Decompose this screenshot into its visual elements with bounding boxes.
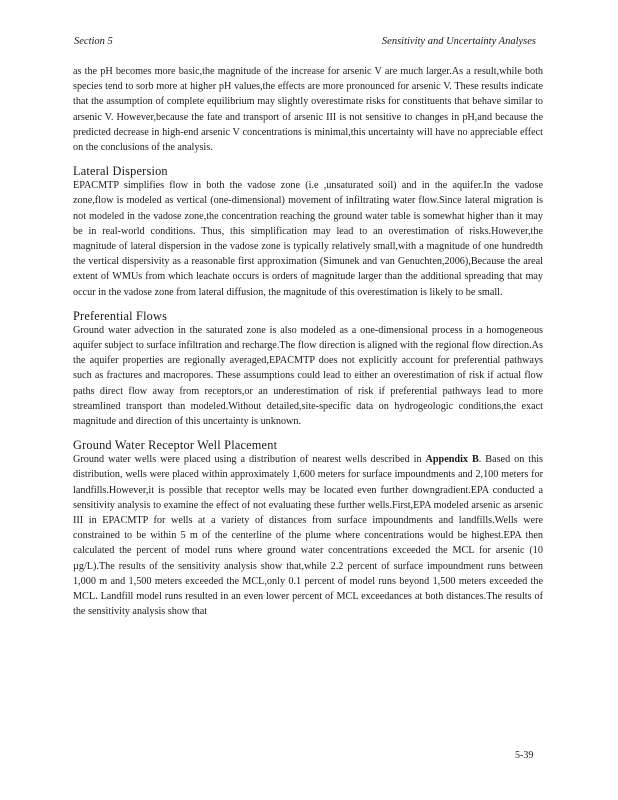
intro-paragraph: as the pH becomes more basic,the magnitude of the increase for arsenic V are much larger.As a result,while both species tend to sorb more at higher pH values,the effects are more pronounced for arsenic V. These results indicate that the assumption of complete equilibrium may slightly overestimate risks for constituents that behave similar to arsenic V. However,because the fate and transport of arsenic III is not sensitive to changes in pH,and because the predicted decrease in high-end arsenic V concentrations is minimal,this uncertainty will have no appreciable effect on the conclusions of the analysis. [73,66,543,154]
receptor-well-paragraph [73,452,543,619]
receptor-well-heading: Ground Water Receptor Well Placement [73,438,278,453]
lateral-dispersion-paragraph: EPACMTP simplifies flow in both the vadose zone (i.e ,unsaturated soil) and in the aquifer.In the vadose zone,flow is modeled as vertical (one-dimensional) movement of infiltrating water flow.Since lateral migration is not modeled in the vadose zone,the concentration reaching the ground water table is somewhat higher than it may be in real-world conditions. Thus, this simplification may lead to an overestimation of risks.However,the magnitude of lateral dispersion in the vadose zone is typically relatively small,with a magnitude of one hundredth the vertical dispersivity as a reasonable first approximation (Simunek and van Genuchten,2006),Because the areal extent of WMUs from which leachate occurs is orders of magnitude larger than the additional spreading that may occur in the vadose zone from lateral diffusion, the magnitude of this overestimation is likely to be small. [73,180,543,298]
header-title: Sensitivity and Uncertainty Analyses [381,36,536,47]
lateral-dispersion-heading: Lateral Dispersion [73,164,168,179]
receptor-well-text-before: Ground water wells were placed using a distribution of nearest wells described in [73,454,426,466]
page-header [74,36,536,52]
receptor-well-text-after: . Based on this distribution, wells were placed within approximately 1,600 meters for surface impoundments and 2,100 meters for landfills.However,it is possible that receptor wells may be located even further downgradient.EPA conducted a sensitivity analysis to examine the effect of not evaluating these further wells.First,EPA modeled arsenic as arsenic III in EPACMTP for wells at a variety of distances from surface impoundments and landfills.Wells were constrained to be within 5 m of the centerline of the plume where concentrations would be highest.EPA then calculated the percent of model runs where ground water concentrations exceeded the MCL for arsenic (10 µg/L).The results of the sensitivity analysis show that,while 2.2 percent of surface impoundment runs between 1,000 m and 1,500 meters exceeded the MCL,only 0.1 percent of model runs beyond 1,500 meters exceeded the MCL. Landfill model runs resulted in an even lower percent of MCL exceedances at both distances.The results of the sensitivity analysis show that [73,454,544,618]
preferential-flows-heading: Preferential Flows [73,308,168,323]
page-number: 5-39 [515,750,534,761]
preferential-flows-paragraph: Ground water advection in the saturated zone is also modeled as a one-dimensional process in a homogeneous aquifer subject to surface infiltration and recharge.The flow direction is aligned with the regional flow direction.As the aquifer properties are regionally averaged,EPACMTP does not explicitly account for preferential pathways such as fractures and macropores. These assumptions could lead to either an overestimation of risk if actual flow paths direct flow away from receptors,or an underestimation of risk if preferential pathways lead to more streamlined transport than modeled.Without detailed,site-specific data on hydrogeologic conditions,the exact magnitude and direction of this uncertainty is unknown. [73,324,543,428]
appendix-reference: Appendix B [425,454,479,466]
header-section: Section 5 [74,36,113,47]
document-body [73,64,543,620]
